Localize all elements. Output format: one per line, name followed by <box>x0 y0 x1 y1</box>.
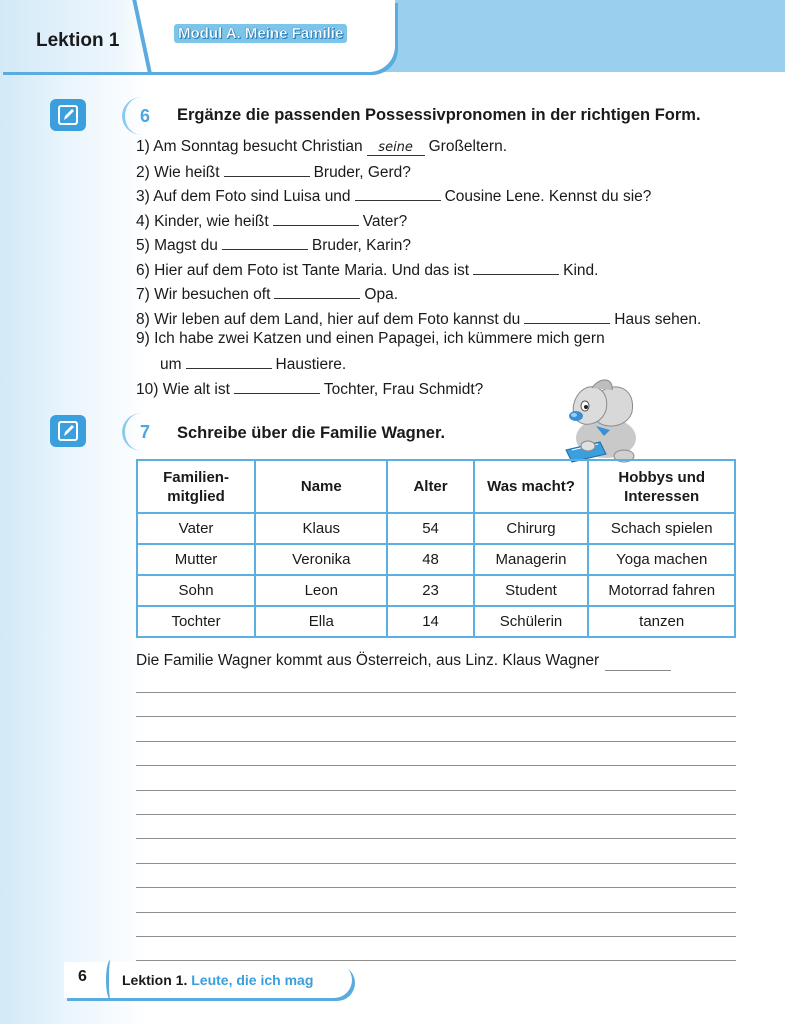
item-text: Kinder, wie heißt <box>154 213 269 230</box>
pencil-icon <box>50 99 86 131</box>
exercise-item <box>136 138 507 156</box>
modul-label: Modul A. Meine Familie <box>174 24 347 43</box>
item-number: 7) <box>136 286 155 303</box>
writing-line[interactable] <box>136 912 736 913</box>
answer-blank[interactable] <box>274 284 360 299</box>
item-text: Cousine Lene. Kennst du sie? <box>444 188 652 205</box>
table-cell: Veronika <box>255 544 387 575</box>
answer-blank[interactable] <box>224 162 310 177</box>
item-text: Tochter, Frau Schmidt? <box>323 381 484 398</box>
pencil-icon <box>50 415 86 447</box>
table-cell: 54 <box>387 513 473 544</box>
table-cell: Chirurg <box>474 513 589 544</box>
table-cell: tanzen <box>588 606 735 637</box>
answer-blank[interactable] <box>186 354 272 369</box>
exercise-item <box>136 260 598 280</box>
exercise-7-number: 7 <box>130 417 160 447</box>
page-margin-strip <box>0 0 150 1024</box>
table-cell: 23 <box>387 575 473 606</box>
item-number: 5) <box>136 237 155 254</box>
exercise-item <box>136 235 411 255</box>
writing-line[interactable] <box>136 838 736 839</box>
story-start-text: Die Familie Wagner kommt aus Österreich, aus Linz. Klaus Wagner <box>136 652 600 669</box>
footer-subtitle: Leute, die ich mag <box>191 972 314 988</box>
answer-blank[interactable] <box>524 309 610 324</box>
footer-lesson-label: Lektion 1. <box>122 972 188 988</box>
writing-line[interactable] <box>136 765 736 766</box>
table-cell: Schach spielen <box>588 513 735 544</box>
item-number: 2) <box>136 164 155 181</box>
item-number: 3) <box>136 188 154 205</box>
item-text: Haustiere. <box>275 356 347 373</box>
lektion-label: Lektion 1 <box>36 30 120 51</box>
item-text: Wir leben auf dem Land, hier auf dem Foto kannst du <box>154 311 521 328</box>
exercise-6-number: 6 <box>130 101 160 131</box>
table-cell: Klaus <box>255 513 387 544</box>
table-cell: Student <box>474 575 589 606</box>
item-text: Bruder, Karin? <box>311 237 411 254</box>
item-text: Großeltern. <box>428 138 507 155</box>
answer-blank[interactable] <box>273 211 359 226</box>
answer-example[interactable]: seine <box>367 140 425 156</box>
exercise-6-title: Ergänze die passenden Possessivpronomen in der richtigen Form. <box>177 106 701 124</box>
item-number: 8) <box>136 311 155 328</box>
item-number: 6) <box>136 262 155 279</box>
table-cell: Mutter <box>137 544 255 575</box>
item-text: Wie heißt <box>154 164 220 181</box>
item-text: Magst du <box>154 237 218 254</box>
table-cell: 14 <box>387 606 473 637</box>
writing-line[interactable] <box>136 692 736 693</box>
table-cell: Schülerin <box>474 606 589 637</box>
item-number: 10) <box>136 381 163 398</box>
footer-divider <box>106 960 115 1000</box>
exercise-7-title: Schreibe über die Familie Wagner. <box>177 424 446 442</box>
writing-line[interactable] <box>136 887 736 888</box>
table-cell: Motorrad fahren <box>588 575 735 606</box>
item-number: 1) <box>136 138 154 155</box>
table-cell: 48 <box>387 544 473 575</box>
writing-line[interactable] <box>136 741 736 742</box>
table-cell: Leon <box>255 575 387 606</box>
page-number: 6 <box>78 968 87 985</box>
table-header-cell: Name <box>255 460 387 513</box>
table-body <box>137 513 735 637</box>
exercise-item <box>136 186 651 206</box>
item-text: Opa. <box>364 286 399 303</box>
exercise-item-continued <box>160 354 346 374</box>
table-header-cell: Alter <box>387 460 473 513</box>
item-text: Kind. <box>563 262 599 279</box>
writing-line[interactable] <box>136 863 736 864</box>
item-text: Wir besuchen oft <box>154 286 271 303</box>
table-cell: Yoga machen <box>588 544 735 575</box>
exercise-item <box>136 162 411 182</box>
table-cell: Sohn <box>137 575 255 606</box>
table-cell: Managerin <box>474 544 589 575</box>
table-cell: Vater <box>137 513 255 544</box>
item-text: Haus sehen. <box>614 311 702 328</box>
answer-blank[interactable] <box>355 186 441 201</box>
table-header-cell: Was macht? <box>474 460 589 513</box>
item-text: Ich habe zwei Katzen und einen Papagei, ich kümmere mich gern <box>154 330 605 347</box>
answer-blank[interactable] <box>234 379 320 394</box>
table-cell: Ella <box>255 606 387 637</box>
item-text: Am Sonntag besucht Christian <box>153 138 363 155</box>
item-text: Vater? <box>362 213 408 230</box>
table-header-row <box>137 460 735 513</box>
story-blank[interactable] <box>605 652 671 671</box>
writing-line[interactable] <box>136 790 736 791</box>
exercise-item <box>136 379 483 399</box>
footer-lesson <box>122 972 313 988</box>
answer-blank[interactable] <box>222 235 308 250</box>
item-text: Auf dem Foto sind Luisa und <box>153 188 351 205</box>
writing-line[interactable] <box>136 716 736 717</box>
table-row <box>137 575 735 606</box>
exercise-item <box>136 211 407 231</box>
exercise-item <box>136 309 701 329</box>
table-row <box>137 544 735 575</box>
table-row <box>137 513 735 544</box>
item-text: um <box>160 356 182 373</box>
exercise-item <box>136 284 398 304</box>
writing-line[interactable] <box>136 936 736 937</box>
table-row <box>137 606 735 637</box>
table-cell: Tochter <box>137 606 255 637</box>
story-prompt <box>136 652 671 671</box>
item-text: Bruder, Gerd? <box>313 164 411 181</box>
reading-dog-illustration <box>548 376 644 466</box>
family-table <box>136 459 736 638</box>
item-number: 9) <box>136 330 155 347</box>
item-text: Hier auf dem Foto ist Tante Maria. Und das ist <box>154 262 470 279</box>
writing-line[interactable] <box>136 814 736 815</box>
table-header-cell: Familien- mitglied <box>137 460 255 513</box>
exercise-item <box>136 330 605 348</box>
table-header-cell: Hobbys und Interessen <box>588 460 735 513</box>
answer-blank[interactable] <box>473 260 559 275</box>
item-number: 4) <box>136 213 155 230</box>
item-text: Wie alt ist <box>162 381 230 398</box>
